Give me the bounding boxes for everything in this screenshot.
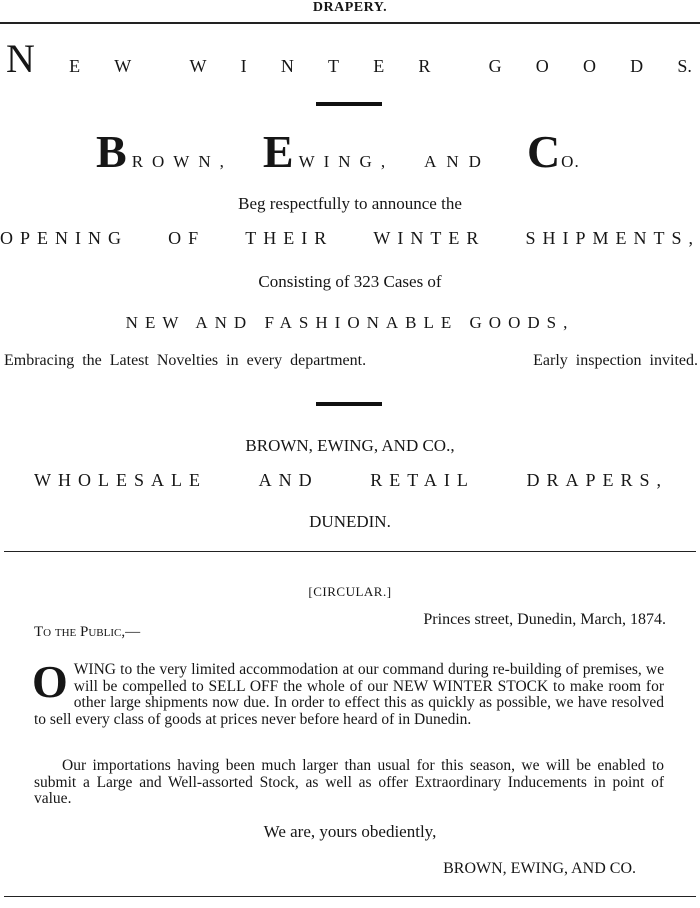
headline-letter: D bbox=[630, 56, 644, 76]
firm-word-ewing bbox=[262, 126, 395, 177]
city-line: DUNEDIN. bbox=[309, 512, 391, 531]
opening-word: OF bbox=[168, 228, 206, 248]
circular-label: [CIRCULAR.] bbox=[308, 584, 392, 599]
trade-word: WHOLESALE bbox=[34, 470, 207, 490]
circular-paragraph-1 bbox=[32, 656, 664, 728]
headline-letter: E bbox=[69, 56, 81, 76]
firm-cap-e: E bbox=[262, 126, 295, 177]
firm-rest-brown: ROWN, bbox=[131, 152, 233, 171]
headline-letter: T bbox=[328, 56, 340, 76]
firm-rest-ewing: WING, bbox=[298, 152, 395, 171]
trade-word: DRAPERS, bbox=[526, 470, 668, 490]
opening-word: WINTER bbox=[373, 228, 486, 248]
trade-line bbox=[34, 470, 668, 491]
firm-cap-b: B bbox=[96, 126, 128, 177]
headline-letter: O bbox=[582, 56, 596, 76]
divider-bar bbox=[316, 402, 382, 406]
firm-signature: BROWN, EWING, AND CO., bbox=[245, 436, 455, 455]
consisting-line: Consisting of 323 Cases of bbox=[258, 272, 442, 291]
section-heading: DRAPERY. bbox=[312, 0, 388, 15]
firm-name bbox=[96, 126, 616, 177]
goods-line: NEW AND FASHIONABLE GOODS, bbox=[125, 313, 575, 332]
headline-letter: O bbox=[535, 56, 549, 76]
firm-rest-co: O. bbox=[561, 152, 580, 171]
circular-paragraph-2 bbox=[34, 758, 664, 808]
trade-word: RETAIL bbox=[370, 470, 475, 490]
drop-cap-o: O bbox=[32, 656, 68, 707]
headline-new-winter-goods bbox=[6, 36, 692, 81]
salutation: To the Public,— bbox=[34, 624, 141, 640]
divider-bar bbox=[316, 102, 382, 106]
paragraph-2-text: Our importations having been much larger than usual for this season, we will be enabled to submit a Large and Well-assorted Stock, as well as offer Extraordinary Inducements in point of value. bbox=[34, 757, 664, 807]
firm-word-and: AND bbox=[424, 152, 491, 171]
headline-initial: N bbox=[6, 36, 35, 81]
dateline: Princes street, Dunedin, March, 1874. bbox=[423, 611, 666, 628]
opening-word: SHIPMENTS, bbox=[525, 228, 700, 248]
firm-word-co bbox=[526, 126, 580, 177]
section-rule bbox=[4, 551, 696, 552]
headline-letter: E bbox=[373, 56, 385, 76]
headline-letter: G bbox=[488, 56, 502, 76]
firm-word-brown bbox=[96, 126, 233, 177]
novelties-line bbox=[4, 352, 698, 370]
inspection-text: Early inspection invited. bbox=[533, 352, 698, 369]
headline-letter: N bbox=[280, 56, 294, 76]
trade-word: AND bbox=[258, 470, 319, 490]
bottom-rule bbox=[4, 896, 696, 897]
firm-cap-c: C bbox=[526, 126, 562, 177]
opening-word: THEIR bbox=[245, 228, 334, 248]
headline-letter: W bbox=[114, 56, 132, 76]
novelties-text: Embracing the Latest Novelties in every department. bbox=[4, 352, 367, 369]
headline-letter: W bbox=[189, 56, 207, 76]
closing-line: We are, yours obediently, bbox=[263, 822, 437, 841]
headline-letter: I bbox=[240, 56, 247, 76]
signoff: BROWN, EWING, AND CO. bbox=[443, 860, 636, 877]
announce-line: Beg respectfully to announce the bbox=[238, 194, 462, 213]
headline-letter: S. bbox=[677, 56, 692, 76]
paragraph-1-text: WING to the very limited accommodation at our command during re-building of premises, we will be compelled to SELL OFF the whole of our NEW WINTER STOCK to make room for other large shipments now due. In order to effect this as quickly as possible, we have resolved to sell every class of goods at prices never before heard of in Dunedin. bbox=[34, 661, 664, 728]
top-rule bbox=[0, 22, 700, 24]
headline-letter: R bbox=[418, 56, 431, 76]
opening-word: OPENING bbox=[0, 228, 128, 248]
opening-line bbox=[0, 228, 700, 249]
